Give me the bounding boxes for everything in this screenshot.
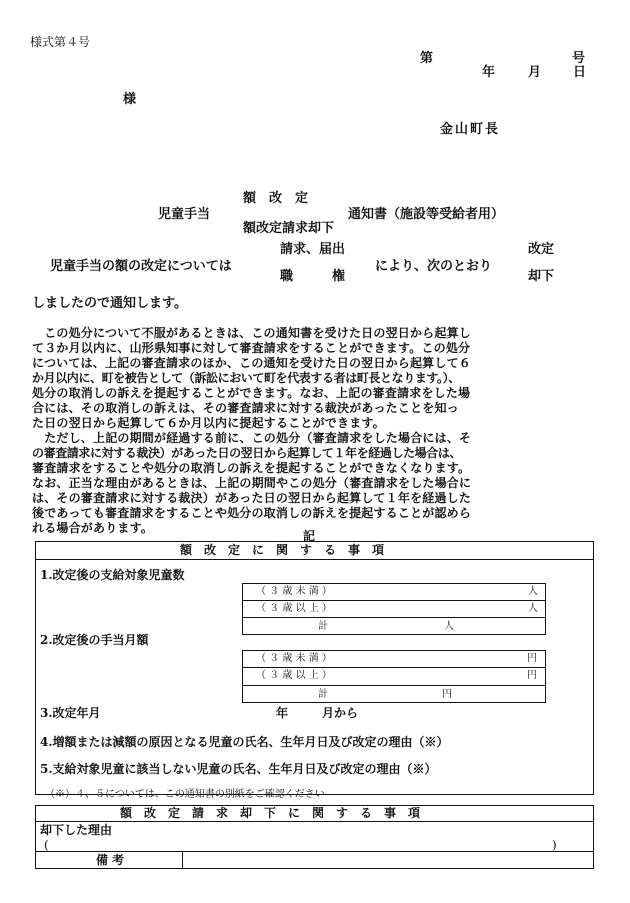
notice-middle: により、次のとおり	[375, 259, 493, 274]
amount-total-label: 計	[318, 689, 328, 700]
child-count-divider	[242, 617, 546, 618]
document-number-suffix: 号	[572, 51, 586, 66]
date-month: 月	[528, 65, 542, 80]
footnote: （※）４、５については、この通知書の別紙をご確認ください	[45, 789, 325, 800]
item3-year: 年	[276, 706, 289, 720]
item2-label: 2.改定後の手当月額	[40, 633, 149, 647]
remarks-divider	[35, 851, 594, 852]
item5-label: 5.支給対象児童に該当しない児童の氏名、生年月日及び改定の理由（※）	[40, 762, 437, 776]
over-three-label: （ ３ 歳 以 上 ）	[256, 603, 332, 614]
title-suffix: 通知書（施設等受給者用）	[348, 207, 505, 222]
revision-table-header: 額 改 定 に 関 す る 事 項	[180, 543, 385, 557]
recipient-suffix: 様	[123, 92, 137, 107]
appeal-line: は、その審査請求に対する裁決）があった日の翌日から起算して１年を経過した	[32, 491, 472, 505]
date-day: 日	[573, 65, 587, 80]
result-rejected: 却下	[528, 269, 555, 284]
title-option-rejection: 額改定請求却下	[243, 221, 335, 236]
over-three-amount-label: （ ３ 歳 以 上 ）	[256, 670, 332, 681]
under-three-label: （ ３ 歳 未 満 ）	[256, 586, 332, 597]
appeal-line: 後であっても審査請求をすることや処分の取消しの訴えを提起することが認めら	[32, 506, 472, 520]
amount-unit: 円	[527, 670, 537, 681]
item3-month-from: 月から	[322, 706, 359, 720]
count-total-unit: 人	[444, 621, 454, 632]
notice-closing: しましたので通知します。	[32, 296, 187, 311]
reason-paren-close: )	[552, 838, 557, 852]
amount-divider	[242, 685, 546, 686]
count-total-label: 計	[318, 621, 328, 632]
remarks-column-divider	[182, 851, 183, 869]
basis-request: 請求、届出	[280, 242, 346, 257]
form-number: 様式第４号	[30, 35, 91, 49]
title-option-revision: 額 改 定	[243, 191, 309, 206]
item3-label: 3.改定年月	[40, 706, 101, 720]
notice-lead: 児童手当の額の改定については	[50, 259, 232, 274]
document-number-prefix: 第	[420, 51, 434, 66]
basis-ex-officio: 職 権	[280, 269, 346, 284]
count-unit: 人	[528, 603, 538, 614]
appeal-line: ただし、上記の期間が経過する前に、この処分（審査請求をした場合には、そ	[32, 431, 472, 445]
item4-label: 4.増額または減額の原因となる児童の氏名、生年月日及び改定の理由（※）	[40, 735, 449, 749]
title-subject: 児童手当	[158, 207, 211, 222]
appeal-line: の審査請求に対する裁決）があった日の翌日から起算して１年を経過した場合は、	[32, 446, 462, 460]
child-count-divider	[242, 600, 546, 601]
appeal-line: なお、正当な理由があるときは、上記の期間やこの処分（審査請求をした場合に	[32, 476, 472, 490]
count-unit: 人	[528, 586, 538, 597]
rejection-table-header: 額 改 定 請 求 却 下 に 関 す る 事 項	[120, 806, 421, 820]
amount-total-unit: 円	[442, 689, 452, 700]
remarks-label: 備考	[96, 853, 129, 867]
result-revised: 改定	[528, 242, 555, 257]
item1-label: 1.改定後の支給対象児童数	[40, 568, 185, 582]
appeal-line: 審査請求をすることや処分の取消しの訴えを提起することができなくなります。	[32, 461, 471, 475]
appeal-line: 処分の取消しの訴えを提起することができます。なお、上記の審査請求をした場	[32, 386, 471, 400]
reason-paren-open: (	[44, 838, 49, 852]
appeal-line: た日の翌日から起算して６か月以内に提起することができます。	[32, 416, 385, 430]
under-three-amount-label: （ ３ 歳 未 満 ）	[256, 653, 332, 664]
appeal-line: については、上記の審査請求のほか、この通知を受けた日の翌日から起算して６	[32, 356, 471, 370]
appeal-line: この処分について不服があるときは、この通知書を受けた日の翌日から起算し	[32, 326, 471, 340]
appeal-line: 合には、その取消しの訴えは、その審査請求に対する裁決があったことを知っ	[32, 401, 459, 415]
rejection-table-header-divider	[35, 821, 594, 822]
revision-table-header-divider	[35, 559, 594, 560]
appeal-line: か月以内に、町を被告として（訴訟において町を代表する者は町長となります。）、	[32, 371, 460, 385]
amount-divider	[242, 667, 546, 668]
appeal-line: れる場合があります。	[32, 521, 154, 535]
date-year: 年	[482, 65, 496, 80]
appeal-line: て３か月以内に、山形県知事に対して審査請求をすることができます。この処分	[32, 341, 471, 355]
issuer-name: 金山町長	[440, 122, 501, 137]
amount-unit: 円	[527, 653, 537, 664]
rejection-reason-label: 却下した理由	[40, 823, 113, 837]
ki-marker: 記	[303, 529, 316, 543]
